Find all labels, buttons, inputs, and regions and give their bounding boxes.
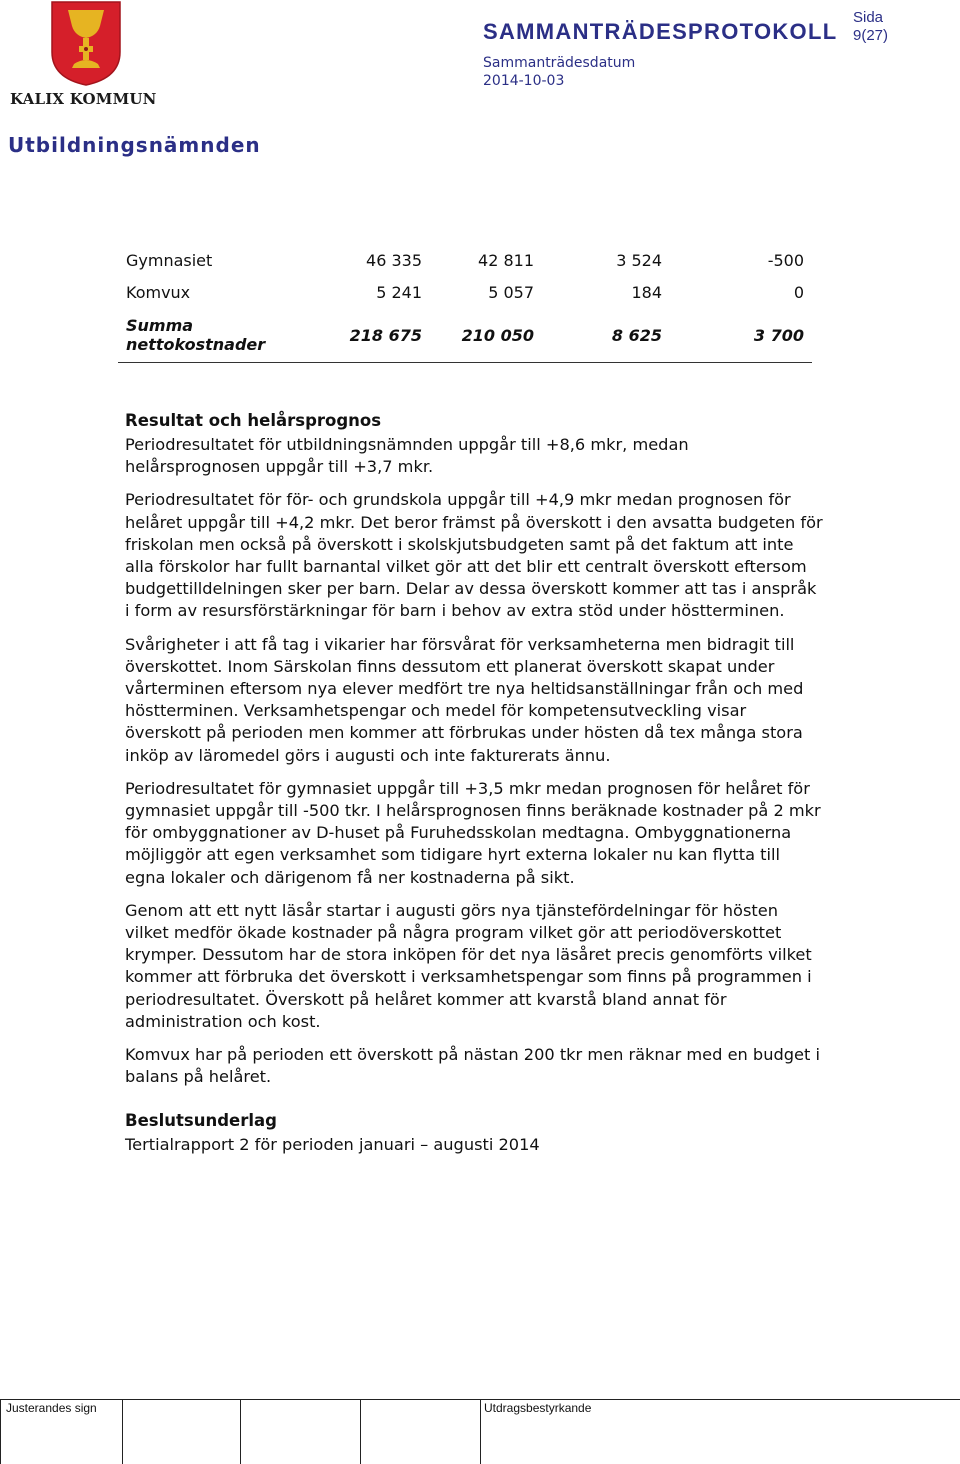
cell-value: 42 811	[478, 250, 534, 270]
signature-box-divider	[360, 1400, 361, 1464]
kalix-kommun-logo	[10, 0, 160, 110]
paragraph: Periodresultatet för för- och grundskola uppgår till +4,9 mkr medan prognosen för helåret uppgår till +4,2 mkr. Det beror främst på överskott i den avsatta budgeten för friskolan men också på överskott i skolskjutsbudgeten samt på det faktum att inte alla förskolor har fullt barnantal vilket gör att det blir ett centralt överskott eftersom budgettilldelningen sker per barn. Delar av dessa överskott kommer att tas i anspråk i form av resursförstärkningar för barn i behov av extra stöd under höstterminen.	[125, 490, 823, 621]
cost-table	[118, 244, 812, 363]
page-label: Sida	[853, 9, 884, 26]
total-value: 8 625	[542, 308, 670, 363]
total-value: 218 675	[318, 308, 430, 363]
basis-text: Tertialrapport 2 för perioden januari – augusti 2014	[125, 1135, 540, 1155]
document-title: SAMMANTRÄDESPROTOKOLL	[483, 19, 838, 44]
cell-value: 46 335	[366, 250, 422, 270]
paragraph: Komvux har på perioden ett överskott på nästan 200 tkr men räknar med en budget i balans på helåret.	[125, 1045, 820, 1087]
paragraph: Periodresultatet för utbildningsnämnden uppgår till +8,6 mkr, medan helårsprognosen uppgår till +3,7 mkr.	[125, 435, 689, 477]
row-label: Komvux	[126, 282, 191, 302]
signature-box-divider	[0, 1400, 1, 1464]
total-label-line2: nettokostnader	[126, 335, 266, 354]
total-label	[118, 308, 318, 363]
signature-box-divider	[122, 1400, 123, 1464]
row-label: Gymnasiet	[126, 250, 213, 270]
table-row	[118, 276, 812, 308]
page-number: 9(27)	[853, 27, 889, 44]
paragraph: Svårigheter i att få tag i vikarier har försvårat för verksamheterna men bidragit till överskottet. Inom Särskolan finns dessutom ett planerat överskott skapat under vårterminen eftersom nya elever medfört tre nya heltidsanställningar från och med höstterminen. Verksamhetspengar och medel för kompetensutveckling visar överskott på perioden men kommer att förbrukas under hösten då tex många stora inköp av läromedel görs i augusti och inte fakturerats ännu.	[125, 634, 804, 765]
justerandes-sign-label: Justerandes sign	[6, 1401, 97, 1415]
org-name: KALIX KOMMUN	[10, 90, 157, 108]
section-heading-basis: Beslutsunderlag	[125, 1111, 277, 1131]
signature-box-divider	[240, 1400, 241, 1464]
committee-heading: Utbildningsnämnden	[8, 133, 261, 157]
table-total-row	[118, 308, 812, 363]
total-value: 210 050	[430, 308, 542, 363]
cell-value: 3 524	[616, 250, 662, 270]
table-row	[118, 244, 812, 276]
document-body	[125, 408, 825, 1168]
coat-of-arms-icon	[50, 0, 122, 86]
paragraph: Periodresultatet för gymnasiet uppgår till +3,5 mkr medan prognosen för helåret för gymnasiet uppgår till -500 tkr. I helårsprognosen finns beräknade kostnader på 2 mkr för ombyggnationer av D-huset på Furuhedsskolan medtagna. Ombyggnationerna möjliggör att egen verksamhet som tidigare hyrt externa lokaler nu kan flytta till egna lokaler och därigenom få ner kostnaderna på sikt.	[125, 778, 821, 887]
cell-value: -500	[767, 250, 804, 270]
cell-value: 5 057	[488, 282, 534, 302]
cell-value: 5 241	[376, 282, 422, 302]
meeting-date-label: Sammanträdesdatum	[483, 55, 636, 71]
signature-box-divider	[480, 1400, 481, 1464]
total-label-line1: Summa	[126, 316, 194, 335]
paragraph: Genom att ett nytt läsår startar i augusti görs nya tjänstefördelningar för hösten vilket medför ökade kostnader på några program vilket gör att periodöverskottet krymper. Dessutom har de stora inköpen för det nya läsåret precis genomförts vilket kommer att förbruka det överskott i verksamhetspengar som finns på programmen i periodresultatet. Överskott på helåret kommer att kvarstå bland annat för administration och kost.	[125, 900, 812, 1031]
section-heading-result: Resultat och helårsprognos	[125, 411, 382, 430]
signature-footer	[0, 1399, 960, 1464]
cell-value: 184	[631, 282, 662, 302]
total-value: 3 700	[670, 308, 812, 363]
utdragsbestyrkande-label: Utdragsbestyrkande	[484, 1401, 592, 1415]
cell-value: 0	[793, 282, 804, 302]
meeting-date-value: 2014-10-03	[483, 73, 565, 89]
